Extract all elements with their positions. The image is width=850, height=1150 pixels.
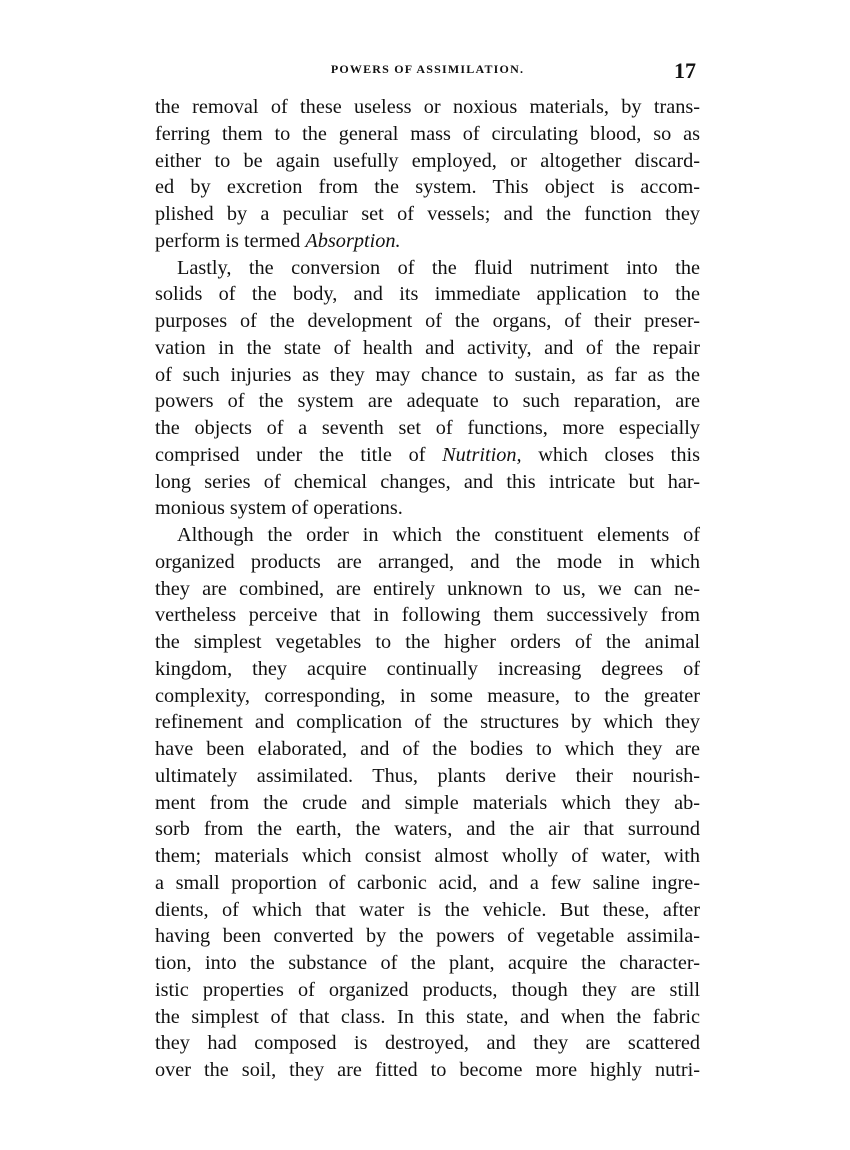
text-run: perform is termed <box>155 229 306 252</box>
text-line: having been converted by the powers of vegetable assimila- <box>155 925 700 948</box>
page-number: 17 <box>674 58 696 83</box>
text-run: comprised under the title of <box>155 443 443 466</box>
paragraph-1 <box>155 94 700 255</box>
text-line: kingdom, they acquire continually increasing degrees of <box>155 657 700 680</box>
text-line: istic properties of organized products, though they are still <box>155 978 700 1001</box>
paragraph-3 <box>155 522 700 1084</box>
text-line: plished by a peculiar set of vessels; and the function they <box>155 203 700 225</box>
text-line: Although the order in which the constituent elements of <box>177 524 700 546</box>
text-line: solids of the body, and its immediate application to the <box>155 283 700 306</box>
emphasized-term: Nutrition, <box>442 443 522 466</box>
text-line: over the soil, they are fitted to become more highly nutri- <box>155 1059 700 1081</box>
text-line: have been elaborated, and of the bodies to which they are <box>155 738 700 760</box>
text-line: powers of the system are adequate to such reparation, are <box>155 390 700 413</box>
text-line: monious system of operations. <box>155 497 403 520</box>
text-line: organized products are arranged, and the mode in which <box>155 550 700 573</box>
text-line: ed by excretion from the system. This object is accom- <box>155 176 700 199</box>
text-line: purposes of the development of the organs, of their preser- <box>155 310 700 332</box>
text-line: the removal of these useless or noxious materials, by trans- <box>155 96 700 118</box>
running-head: POWERS OF ASSIMILATION. <box>330 62 525 76</box>
page-header <box>155 58 700 88</box>
text-line: vertheless perceive that in following them successively from <box>155 604 700 627</box>
text-line: ment from the crude and simple materials which they ab- <box>155 791 700 814</box>
text-line: vation in the state of health and activity, and of the repair <box>155 336 700 359</box>
text-line <box>155 442 700 469</box>
text-line: long series of chemical changes, and this intricate but har- <box>155 470 700 493</box>
text-line: complexity, corresponding, in some measure, to the greater <box>155 684 700 707</box>
text-run: which closes this <box>521 443 700 466</box>
text-line: the simplest vegetables to the higher orders of the animal <box>155 631 700 653</box>
paragraph-2 <box>155 255 700 523</box>
text-line: ultimately assimilated. Thus, plants derive their nourish- <box>155 764 700 787</box>
text-line: they are combined, are entirely unknown to us, we can ne- <box>155 577 700 600</box>
text-line <box>155 228 700 255</box>
text-line: dients, of which that water is the vehicle. But these, after <box>155 898 700 921</box>
text-line: Lastly, the conversion of the fluid nutriment into the <box>177 256 700 279</box>
text-line: refinement and complication of the structures by which they <box>155 711 700 734</box>
text-line: of such injuries as they may chance to sustain, as far as the <box>155 363 700 386</box>
text-line: the objects of a seventh set of functions, more especially <box>155 417 700 439</box>
body-text <box>155 94 700 1084</box>
text-line: they had composed is destroyed, and they are scattered <box>155 1032 700 1055</box>
text-line: tion, into the substance of the plant, acquire the character- <box>155 952 700 974</box>
text-line: either to be again usefully employed, or altogether discard- <box>155 149 700 172</box>
text-line: them; materials which consist almost wholly of water, with <box>155 845 700 867</box>
text-line: a small proportion of carbonic acid, and a few saline ingre- <box>155 871 700 894</box>
text-line: the simplest of that class. In this state, and when the fabric <box>155 1005 700 1028</box>
text-line: ferring them to the general mass of circulating blood, so as <box>155 122 700 145</box>
emphasized-term: Absorption. <box>305 229 401 252</box>
text-line: sorb from the earth, the waters, and the air that surround <box>155 818 700 841</box>
